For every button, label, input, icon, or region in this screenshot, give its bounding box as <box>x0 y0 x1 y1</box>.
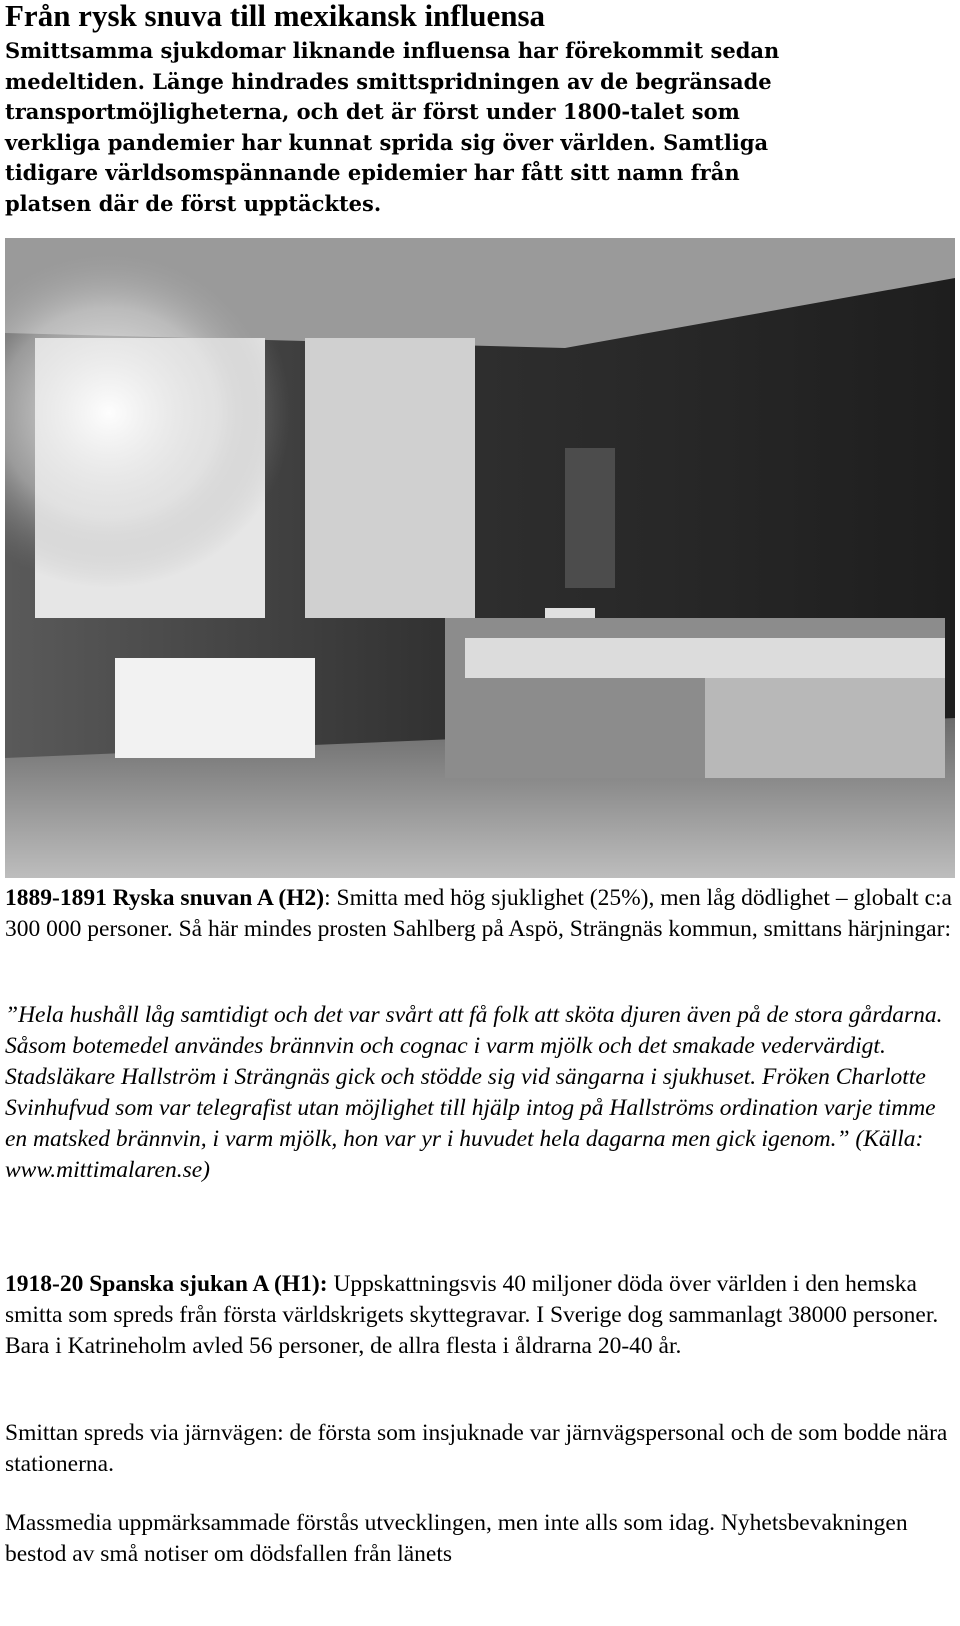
railway-paragraph: Smittan spreds via järnvägen: de första som insjuknade var järnvägspersonal och de som bodde nära stationerna. <box>5 1420 948 1477</box>
page-title: Från rysk snuva till mexikansk influensa <box>5 0 546 33</box>
ryska-snuvan-text: : Smitta med hög sjuklighet (25%), men låg dödlighet – globalt c:a 300 000 personer. Så här mindes prosten Sahlberg på Aspö, Strängnäs kommun, smittans härjningar: <box>5 885 952 942</box>
ryska-snuvan-heading: 1889-1891 Ryska snuvan A (H2) <box>5 885 325 911</box>
massmedia-paragraph: Massmedia uppmärksammade förstås utvecklingen, men inte alls som idag. Nyhetsbevakningen bestod av små notiser om dödsfallen från länets <box>5 1510 908 1567</box>
hospital-ward-photo-image <box>5 238 955 878</box>
hospital-ward-photo <box>5 238 955 878</box>
lead-paragraph: Smittsamma sjukdomar liknande influensa har förekommit sedan medeltiden. Länge hindrades smittspridningen av de begränsade transportmöjligheterna, och det är först under 1800-talet som verkliga pandemier har kunnat sprida sig över världen. Samtliga tidigare världsomspännande epidemier har fått sitt namn från platsen där de först upptäcktes. <box>5 38 780 216</box>
spanska-sjukan-paragraph <box>5 1269 955 1362</box>
spanska-sjukan-text: Uppskattningsvis 40 miljoner döda över världen i den hemska smitta som spreds från första världskrigets skyttegravar. I Sverige dog sammanlagt 38000 personer. Bara i Katrineholm avled 56 personer, de allra flesta i åldrarna 20-40 år. <box>5 1271 939 1359</box>
ryska-snuvan-paragraph <box>5 883 955 945</box>
spanska-sjukan-heading: 1918-20 Spanska sjukan A (H1): <box>5 1271 328 1297</box>
sahlberg-quote: ”Hela hushåll låg samtidigt och det var svårt att få folk att sköta djuren även på de stora gårdarna. Såsom botemedel användes brännvin och cognac i varm mjölk och det smakade vedervärdigt. Stadsläkare Hallström i Strängnäs gick och stödde sig vid sängarna i sjukhuset. Fröken Charlotte Svinhufvud som var telegrafist utan möjlighet till hjälp intog på Hallströms ordination varje timme en matsked brännvin, i varm mjölk, hon var yr i huvudet hela dagarna men gick igenom.” (Källa: www.mittimalaren.se) <box>5 1002 943 1183</box>
